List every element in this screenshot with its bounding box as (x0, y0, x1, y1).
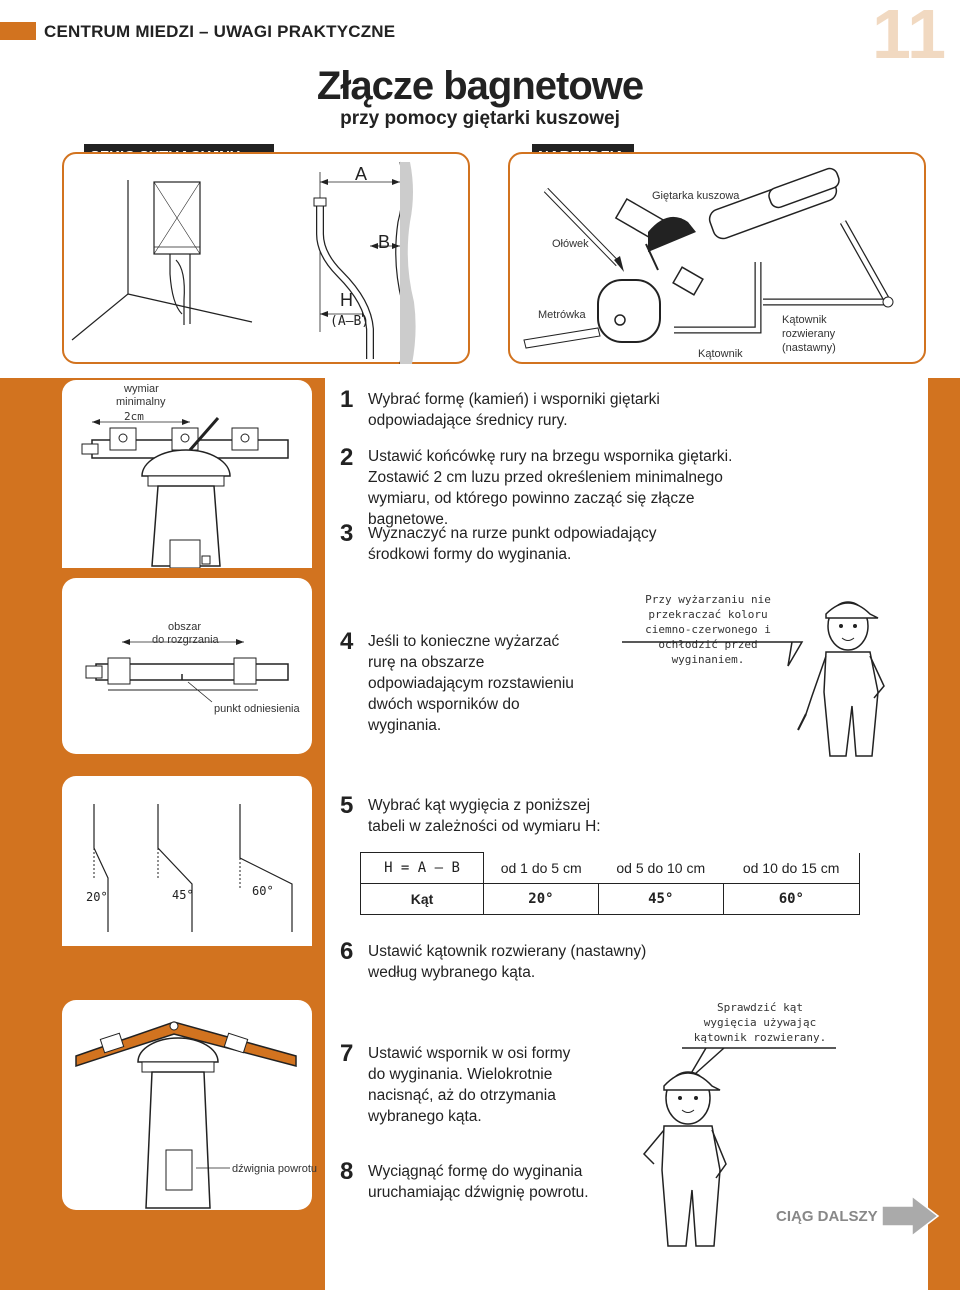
page-number: 11 (872, 0, 946, 73)
step-6-text: Ustawić kątownik rozwierany (nastawny) według wybranego kąta. (368, 943, 647, 981)
table-header-row (361, 853, 860, 884)
tool-label-tape: Metrówka (538, 309, 586, 321)
sub-title: przy pomocy giętarki kuszowej (340, 108, 620, 129)
continue-label[interactable]: CIĄG DALSZY (776, 1208, 878, 1225)
figure-2-drawing (62, 578, 312, 754)
step-2-number: 2 (340, 444, 354, 471)
tip-heat: Przy wyżarzaniu nie przekraczać koloru ciemno-czerwonego i ochłodzić przed wyginaniem. (645, 593, 771, 666)
step-8-number: 8 (340, 1158, 354, 1185)
sketch-label-h: H (340, 290, 353, 310)
step-7-number: 7 (340, 1040, 354, 1067)
fig1-label-line1: wymiar (124, 383, 159, 395)
step-4-text: Jeśli to konieczne wyżarzać rurę na obszarze odpowiadającym rozstawieniu dwóch wsporników do wyginania. (368, 633, 574, 734)
tool-label-bender: Giętarka kuszowa (652, 190, 740, 202)
fig2-ref-label: punkt odniesienia (214, 703, 300, 715)
fig2-area-line2: do rozgrzania (152, 634, 219, 646)
step-5-number: 5 (340, 792, 354, 819)
table-angle-1: 20° (484, 884, 599, 915)
fig2-area-line1: obszar (168, 621, 202, 633)
fig3-angle-20: 20° (86, 890, 108, 904)
main-title: Złącze bagnetowe (316, 64, 644, 108)
sketch-label-a: A (355, 164, 368, 184)
right-orange-bar (928, 378, 960, 1290)
figure-1-drawing (62, 380, 312, 568)
figure-4-drawing (62, 1000, 312, 1210)
step-8-text: Wyciągnąć formę do wyginania uruchamiając dźwignię powrotu. (368, 1163, 589, 1201)
continue-arrow-icon[interactable] (880, 1194, 942, 1238)
situation-sketch (62, 152, 468, 364)
figure-3-drawing (62, 776, 312, 946)
fig1-label-line2: minimalny (116, 396, 166, 408)
header-title: CENTRUM MIEDZI – UWAGI PRAKTYCZNE (44, 22, 396, 41)
sketch-label-hab: (A–B) (330, 314, 370, 329)
step-1-text: Wybrać formę (kamień) i wsporniki giętarki odpowiadające średnicy rury. (368, 391, 660, 429)
table-angle-3: 60° (723, 884, 859, 915)
table-range-1: od 1 do 5 cm (500, 859, 582, 876)
table-angle-row (361, 884, 860, 915)
worker-illustration-2 (632, 1064, 752, 1254)
step-1-number: 1 (340, 386, 354, 413)
table-range-2: od 5 do 10 cm (616, 859, 706, 876)
table-angle-2: 45° (598, 884, 723, 915)
tool-label-pencil: Ołówek (552, 238, 589, 250)
fig1-label-dim: 2cm (124, 410, 144, 423)
worker-illustration-1 (796, 596, 906, 766)
step-6-number: 6 (340, 938, 354, 965)
tip-heat-pointer (612, 640, 812, 670)
angle-table (360, 852, 860, 915)
step-5-text: Wybrać kąt wygięcia z poniższej tabeli w zależności od wymiaru H: (368, 797, 601, 835)
sketch-label-b: B (378, 232, 391, 252)
header-bar (0, 22, 36, 40)
tip-check: Sprawdzić kąt wygięcia używając kątownik rozwierany. (693, 1001, 827, 1044)
table-range-3: od 10 do 15 cm (723, 853, 859, 884)
step-4-number: 4 (340, 628, 354, 655)
tool-label-adjustable: Kątownik rozwierany (nastawny) (782, 314, 836, 354)
tool-label-square: Kątownik (698, 348, 743, 360)
table-row-label: Kąt (361, 884, 484, 915)
fig3-angle-60: 60° (252, 884, 274, 898)
step-7-text: Ustawić wspornik w osi formy do wyginania. Wielokrotnie nacisnąć, aż do otrzymania wybranego kąta. (368, 1045, 571, 1125)
step-3-text: Wyznaczyć na rurze punkt odpowiadający środkowi formy do wyginania. (368, 525, 657, 563)
fig4-lever-label: dźwignia powrotu (232, 1163, 317, 1175)
step-3-number: 3 (340, 520, 354, 547)
table-header-h: H = A – B (361, 853, 484, 884)
fig3-angle-45: 45° (172, 888, 194, 902)
step-2-text: Ustawić końcówkę rury na brzegu wspornika giętarki. Zostawić 2 cm luzu przed określeniem minimalnego wymiaru, od którego powinno zacząć się złącze bagnetowe. (368, 448, 733, 528)
